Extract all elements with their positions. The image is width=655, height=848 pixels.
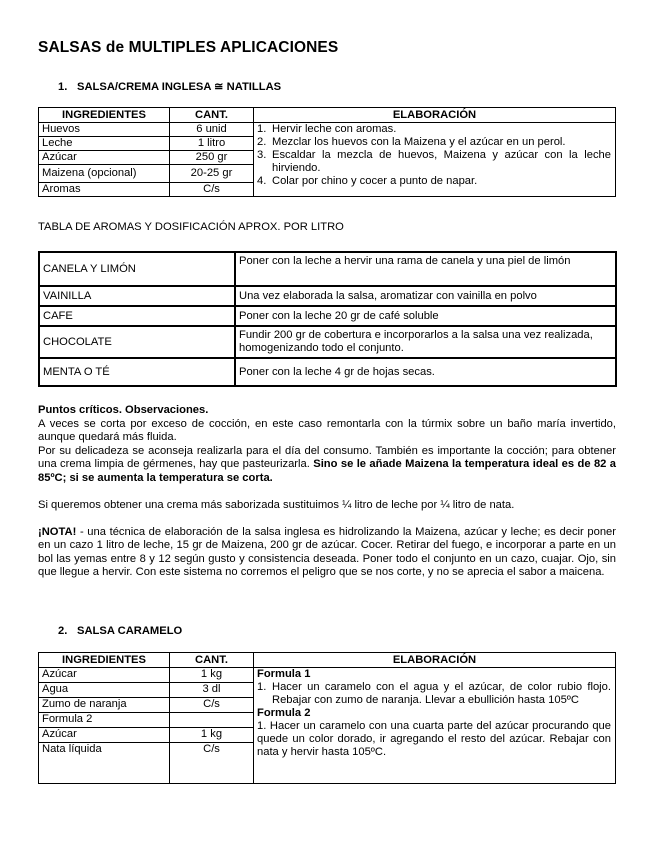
aroma-name: VAINILLA [39,286,235,306]
aroma-name: CAFE [39,306,235,326]
aromas-table [38,251,617,387]
page-title: SALSAS de MULTIPLES APLICACIONES [38,39,339,56]
step-item: 1. Hacer un caramelo con el agua y el azúcar, de color rubio flojo. Rebajar con zumo de naranja. Llevar a ebullición hasta 105ºC [257,681,611,706]
section-number: 1. [58,81,68,93]
col-ingredients: INGREDIENTES [39,653,170,668]
ingredient-qty: 1 litro [170,137,254,151]
ingredient-qty: C/s [170,183,254,197]
ingredient-qty: 3 dl [170,683,254,698]
ingredient-name: Agua [39,683,170,698]
aroma-desc: Poner con la leche 20 gr de café soluble [235,306,616,326]
notes-block [38,404,616,580]
ingredient-name: Zumo de naranja [39,698,170,713]
aroma-desc: Fundir 200 gr de cobertura e incorporarlos a la salsa una vez realizada, homogenizando todo el conjunto. [235,326,616,358]
section-number: 2. [58,625,68,637]
ingredient-name: Huevos [39,123,170,137]
formula-1-steps [257,681,611,707]
aroma-desc: Una vez elaborada la salsa, aromatizar con vainilla en polvo [235,286,616,306]
ingredient-qty: C/s [170,698,254,713]
section-title: SALSA CARAMELO [77,625,183,637]
formula-2-text: 1. Hacer un caramelo con una cuarta parte del azúcar procurando que quede un color dorado, ir agregando el resto del azúcar. Rebajar con nata y hervir hasta 105ºC. [257,720,611,758]
crema-inglesa-table [38,107,616,197]
ingredient-qty [170,713,254,728]
ingredient-name: Leche [39,137,170,151]
ingredient-name: Azúcar [39,668,170,683]
aroma-name: CANELA Y LIMÓN [39,252,235,286]
ingredient-name: Azúcar [39,151,170,165]
notes-paragraph: A veces se corta por exceso de cocción, en este caso remontarla con la túrmix sobre un baño maría invertido, aunque quedará más fluida. [38,417,616,443]
ingredient-qty: 250 gr [170,151,254,165]
aroma-desc: Poner con la leche a hervir una rama de canela y una piel de limón [235,252,616,286]
ingredient-name: Aromas [39,183,170,197]
formula-2-title: Formula 2 [257,707,311,719]
col-quantity: CANT. [170,653,254,668]
notes-paragraph: Si queremos obtener una crema más saborizada sustituimos ¼ litro de leche por ¼ litro de nata. [38,498,515,511]
caramelo-table [38,652,616,784]
elaboration-cell [254,123,616,197]
aroma-name: MENTA O TÉ [39,358,235,386]
aromas-caption: TABLA DE AROMAS Y DOSIFICACIÓN APROX. POR LITRO [38,221,344,233]
ingredient-qty: 1 kg [170,728,254,743]
notes-heading: Puntos críticos. Observaciones. [38,404,209,416]
ingredient-qty: 6 unid [170,123,254,137]
notes-paragraph: Por su delicadeza se aconseja realizarla para el día del consumo. También es importante la cocción; para obtener una crema limpia de gérmenes, hay que pasteurizarla. Sino se le añade Maizena la temperatura ideal es de 82 a 85ºC; si se aumenta la temperatura se corta. [38,444,617,484]
step-item: 3. Escaldar la mezcla de huevos, Maizena y azúcar con la leche hirviendo. [257,149,611,174]
step-item: 1. Hervir leche con aromas. [257,123,397,135]
step-item: 4. Colar por chino y cocer a punto de napar. [257,175,478,187]
ingredient-name: Azúcar [39,728,170,743]
aroma-name: CHOCOLATE [39,326,235,358]
ingredient-qty: 20-25 gr [170,165,254,183]
ingredient-qty: 1 kg [170,668,254,683]
col-elaboration: ELABORACIÓN [254,108,616,123]
elaboration-cell [254,668,616,784]
nota-paragraph: ¡NOTA! - una técnica de elaboración de la salsa inglesa es hidrolizando la Maizena, azúcar y leche; es decir poner en un cazo 1 litro de leche, 15 gr de Maizena, 200 gr de azúcar. Cocer. Retirar del fuego, e incorporar a parte en un bol las yemas entre 8 y 12 según gusto y consistencia deseada. Poner todo el conjunto en un cazo, cuajar. Ojo, sin que llegue a hervir. Con este sistema no corremos el peligro que se nos corte, y no se aprecia el sabor a maicena. [38,525,616,578]
ingredient-name: Formula 2 [39,713,170,728]
section-title: SALSA/CREMA INGLESA ≅ NATILLAS [77,81,282,93]
col-ingredients: INGREDIENTES [39,108,170,123]
aroma-desc: Poner con la leche 4 gr de hojas secas. [235,358,616,386]
formula-1-title: Formula 1 [257,668,311,680]
ingredient-qty: C/s [170,743,254,784]
ingredient-name: Maizena (opcional) [39,165,170,183]
elaboration-steps [257,123,611,188]
section-1-heading [58,80,281,93]
step-item: 2. Mezclar los huevos con la Maizena y el azúcar en un perol. [257,136,566,148]
ingredient-name: Nata líquida [39,743,170,784]
section-2-heading [58,625,182,637]
col-quantity: CANT. [170,108,254,123]
col-elaboration: ELABORACIÓN [254,653,616,668]
